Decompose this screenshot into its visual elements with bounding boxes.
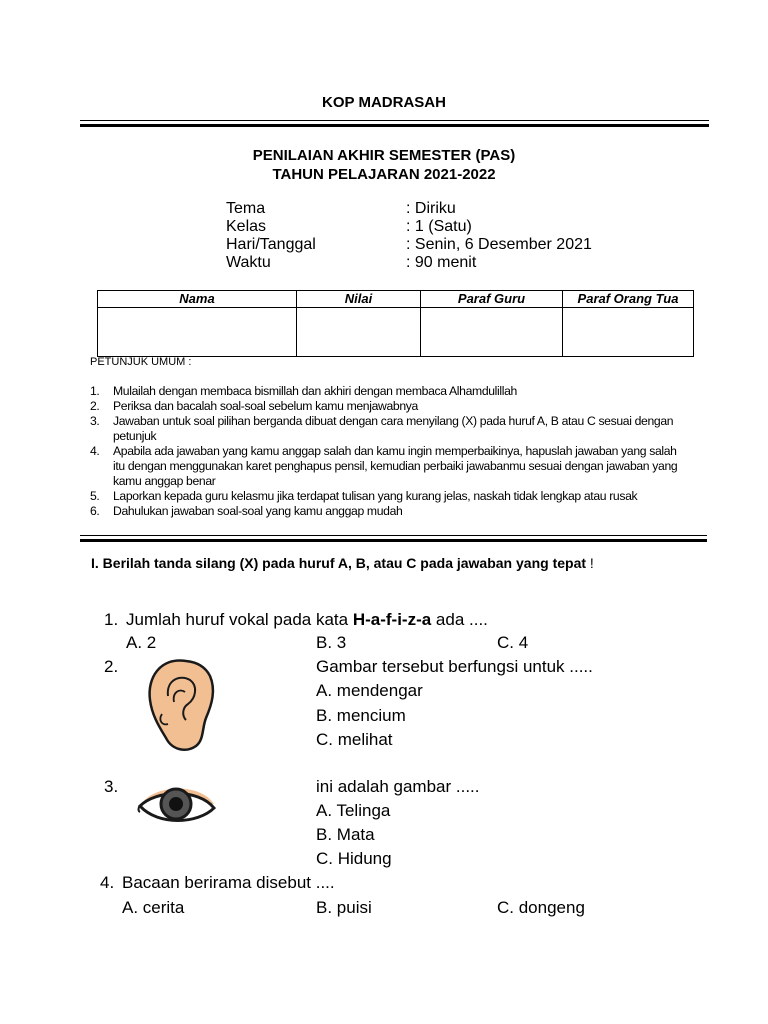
petunjuk-list — [90, 384, 690, 519]
petunjuk-heading: PETUNJUK UMUM : — [90, 356, 192, 368]
q4-option-b[interactable]: B. puisi — [316, 898, 372, 917]
col-nilai: Nilai — [297, 291, 421, 308]
list-item-text: Apabila ada jawaban yang kamu anggap salah dan kamu ingin memperbaikinya, hapuslah jawaban yang salah itu dengan menggunakan karet penghapus pensil, kemudian perbaiki jawabanmu sesuai dengan jawaban yang kamu anggap benar — [113, 444, 678, 488]
q1-option-c[interactable]: C. 4 — [497, 633, 529, 652]
info-value-waktu: : 90 menit — [406, 254, 477, 271]
q1-text-pre: Jumlah huruf vokal pada kata — [126, 610, 353, 629]
col-paraf-guru: Paraf Guru — [421, 291, 563, 308]
cell-nama[interactable] — [98, 308, 297, 357]
header-rule-thick — [80, 124, 709, 127]
list-item-number: 5. — [90, 489, 100, 503]
q4-option-c[interactable]: C. dongeng — [497, 898, 585, 917]
kop-madrasah: KOP MADRASAH — [322, 94, 446, 111]
q2-text: Gambar tersebut berfungsi untuk ..... — [316, 657, 593, 676]
q1-text — [126, 610, 488, 630]
q3-option-c[interactable]: C. Hidung — [316, 849, 392, 868]
list-item — [90, 504, 690, 519]
q1-text-post: ada .... — [431, 610, 488, 629]
list-item — [90, 444, 690, 489]
q3-option-b[interactable]: B. Mata — [316, 825, 375, 844]
info-label-tanggal: Hari/Tanggal — [226, 236, 316, 253]
cell-paraf-orang-tua[interactable] — [563, 308, 694, 357]
exam-title: PENILAIAN AKHIR SEMESTER (PAS) — [252, 147, 516, 164]
list-item — [90, 384, 690, 399]
q2-option-a[interactable]: A. mendengar — [316, 681, 423, 700]
q3-option-a[interactable]: A. Telinga — [316, 801, 391, 820]
score-signature-table — [97, 290, 694, 357]
q4-number: 4. — [100, 873, 115, 892]
q3-number: 3. — [104, 777, 119, 796]
list-item-number: 1. — [90, 384, 100, 398]
table-input-row — [98, 308, 694, 357]
cell-nilai[interactable] — [297, 308, 421, 357]
list-item-number: 2. — [90, 399, 100, 413]
section-rule-thin — [80, 535, 707, 536]
q2-option-c[interactable]: C. melihat — [316, 730, 393, 749]
list-item-number: 3. — [90, 414, 100, 428]
instruction-end: ! — [586, 555, 594, 571]
ear-icon — [138, 656, 218, 754]
list-item — [90, 489, 690, 504]
exam-year: TAHUN PELAJARAN 2021-2022 — [272, 166, 496, 183]
cell-paraf-guru[interactable] — [421, 308, 563, 357]
list-item-text: Dahulukan jawaban soal-soal yang kamu anggap mudah — [113, 504, 403, 518]
section-rule-thick — [80, 539, 707, 542]
q1-option-a[interactable]: A. 2 — [126, 633, 157, 652]
section-instruction — [91, 555, 594, 571]
header-rule-thin — [80, 120, 709, 121]
q2-option-b[interactable]: B. mencium — [316, 706, 406, 725]
q4-option-a[interactable]: A. cerita — [122, 898, 185, 917]
q1-number: 1. — [104, 610, 119, 629]
q3-text: ini adalah gambar ..... — [316, 777, 480, 796]
list-item-number: 6. — [90, 504, 100, 518]
table-header-row — [98, 291, 694, 308]
info-value-kelas: : 1 (Satu) — [406, 218, 472, 235]
list-item-text: Jawaban untuk soal pilihan berganda dibuat dengan cara menyilang (X) pada huruf A, B atau C sesuai dengan petunjuk — [113, 414, 674, 443]
list-item — [90, 414, 690, 444]
instruction-text: I. Berilah tanda silang (X) pada huruf A, B, atau C pada jawaban yang tepat — [91, 555, 587, 571]
list-item-number: 4. — [90, 444, 100, 458]
info-value-tanggal: : Senin, 6 Desember 2021 — [406, 236, 592, 253]
col-paraf-orang-tua: Paraf Orang Tua — [563, 291, 694, 308]
list-item — [90, 399, 690, 414]
col-nama: Nama — [98, 291, 297, 308]
list-item-text: Periksa dan bacalah soal-soal sebelum kamu menjawabnya — [113, 399, 418, 413]
q2-number: 2. — [104, 657, 119, 676]
info-value-tema: : Diriku — [406, 200, 456, 217]
info-label-kelas: Kelas — [226, 218, 267, 235]
q1-option-b[interactable]: B. 3 — [316, 633, 347, 652]
q1-keyword: H-a-f-i-z-a — [352, 610, 432, 629]
q4-text: Bacaan berirama disebut .... — [122, 873, 335, 892]
list-item-text: Laporkan kepada guru kelasmu jika terdapat tulisan yang kurang jelas, naskah tidak lengkap atau rusak — [113, 489, 638, 503]
info-label-waktu: Waktu — [226, 254, 271, 271]
info-label-tema: Tema — [226, 200, 266, 217]
eye-icon — [136, 780, 218, 828]
list-item-text: Mulailah dengan membaca bismillah dan akhiri dengan membaca Alhamdulillah — [113, 384, 517, 398]
